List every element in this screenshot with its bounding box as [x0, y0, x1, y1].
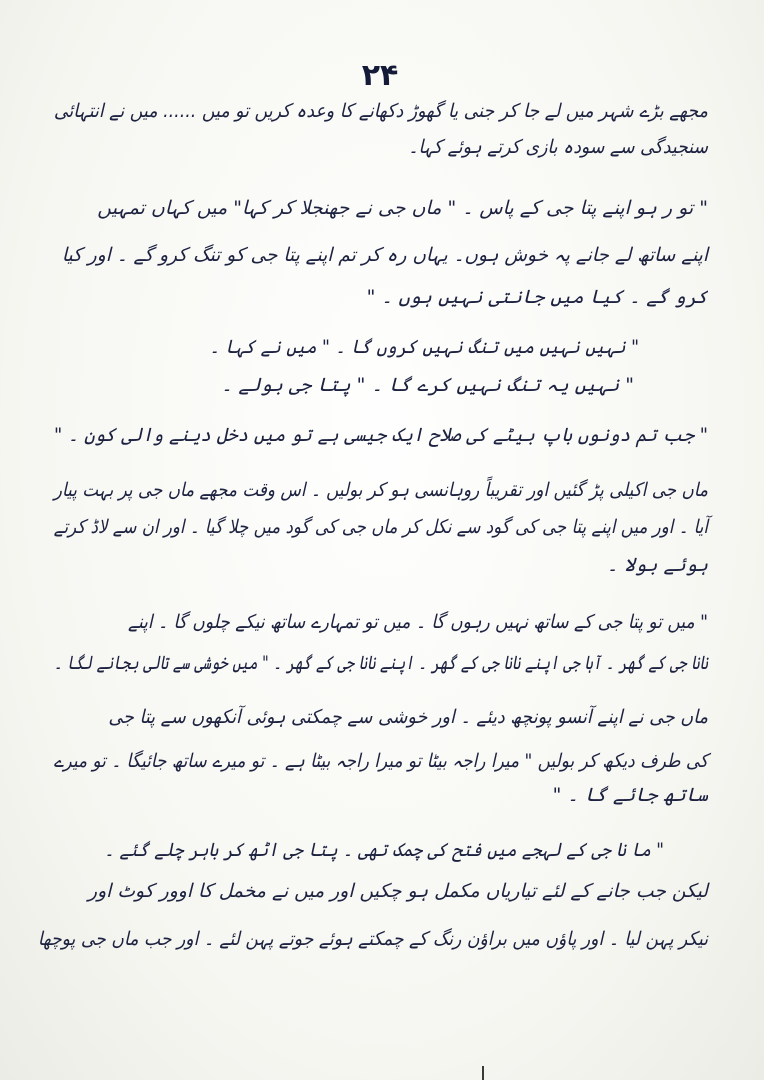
text-line: آیا ۔ اور میں اپنے پتا جی کی گود سے نکل کر ماں جی کی گود میں چلا گیا ۔ اور ان سے لاڈ کرتے	[53, 516, 708, 538]
text-line: اپنے ساتھ لے جانے پہ خوش ہوں۔ یہاں رہ کر تم اپنے پتا جی کو تنگ کرو گے ۔ اور کیا	[61, 244, 709, 266]
text-line: ہوئے بولا ۔	[606, 554, 708, 576]
text-line: کی طرف دیکھ کر بولیں " میرا راجہ بیٹا تو میرا راجہ بیٹا ہے ۔ تو میرے ساتھ جائیگا ۔ تو میرے	[53, 750, 709, 772]
text-line: نانا جی کے گھر ۔ آہا جی اپنے نانا جی کے گھر ۔ اپنے نانا جی کے گھر ۔ " میں خوشی سے تالی بجانے لگا ۔	[53, 652, 709, 674]
text-line: " ما نا جی کے لہجے میں فتح کی چمک تھی ۔ پتا جی اٹھ کر باہر چلے گئے ۔	[104, 839, 665, 861]
text-line: لیکن جب جانے کے لئے تیاریاں مکمل ہو چکیں اور میں نے مخمل کا اوور کوٹ اور	[88, 880, 708, 902]
text-line: سنجیدگی سے سودہ بازی کرتے ہوئے کہا۔	[408, 136, 708, 158]
text-line: " نہیں نہیں میں تنگ نہیں کروں گا ۔ " میں نے کہا ۔	[209, 336, 640, 358]
text-line: " جب تم دونوں باپ بیٹے کی صلاح ایک جیسی ہے تو میں دخل دینے والی کون ۔ "	[54, 424, 709, 446]
text-line: ماں جی نے اپنے آنسو پونچھ دیئے ۔ اور خوشی سے چمکتی ہوئی آنکھوں سے پتا جی	[108, 706, 708, 728]
text-line: " تو ر ہو اپنے پتا جی کے پاس ۔ " ماں جی نے جھنجلا کر کہا" میں کہاں تمہیں	[97, 197, 708, 219]
text-line: کرو گے ۔ کیا میں جانتی نہیں ہوں ۔ "	[366, 286, 708, 308]
text-line: " نہیں یہ تنگ نہیں کرے گا ۔ " پتا جی بولے ۔	[221, 374, 634, 396]
page-number: ۲۴	[361, 58, 399, 93]
text-line: مجھے بڑے شہر میں لے جا کر جنی یا گھوڑ دکھانے کا وعدہ کریں تو میں ...... میں نے انتہائی	[53, 100, 708, 122]
scan-edge-mark	[482, 1066, 484, 1080]
text-line: " میں تو پتا جی کے ساتھ نہیں رہوں گا ۔ میں تو تمہارے ساتھ نیکے چلوں گا ۔ اپنے	[127, 611, 709, 633]
text-line: ماں جی اکیلی پڑ گئیں اور تقریباً روہانسی ہو کر بولیں ۔ اس وقت مجھے ماں جی پر بہت پیار	[53, 479, 709, 501]
text-line: نیکر پہن لیا ۔ اور پاؤں میں براؤن رنگ کے چمکتے ہوئے جوتے پہن لئے ۔ اور جب ماں جی پوچھا	[37, 928, 708, 950]
text-line: ساتھ جائے گا ۔ "	[552, 784, 708, 806]
